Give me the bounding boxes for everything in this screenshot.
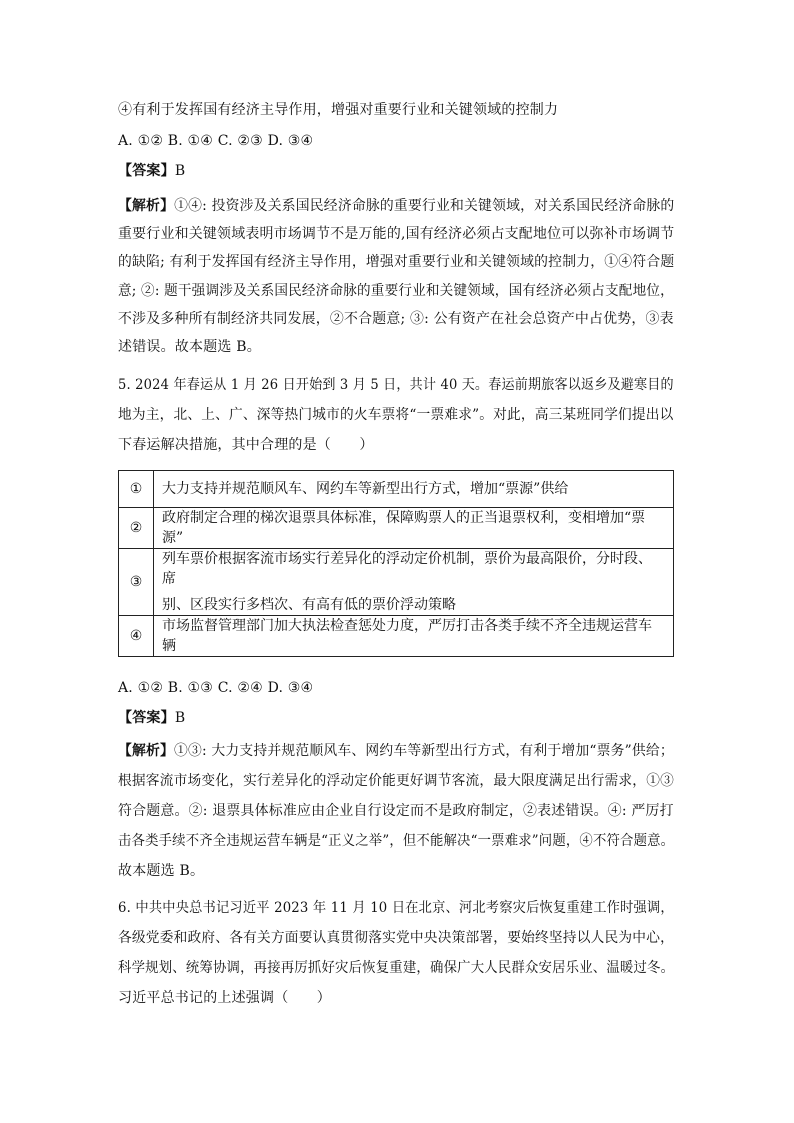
q6-stem-line-4: 习近平总书记的上述强调（ ） <box>118 990 331 1006</box>
option-text-line-2: 别、区段实行多档次、有高有低的票价浮动策略 <box>162 597 456 613</box>
q4-answer-label: 【答案】 <box>118 163 175 179</box>
q4-answer <box>118 161 185 181</box>
q5-answer <box>118 708 185 728</box>
q6-stem-line-3: 科学规划、统筹协调，再接再厉抓好灾后恢复重建，确保广大人民群众安居乐业、温暖过冬。 <box>118 960 675 976</box>
q4-analysis-line-2: 重要行业和关键领域表明市场调节不是万能的,国有经济必须占支配地位可以弥补市场调节 <box>118 226 675 242</box>
q4-choices: A. ①② B. ①④ C. ②③ D. ③④ <box>118 133 314 149</box>
q4-analysis-label: 【解析】 <box>118 198 175 214</box>
option-number: ③ <box>119 549 154 616</box>
q6-stem-line-1: 6. 中共中央总书记习近平 2023 年 11 月 10 日在北京、河北考察灾后恢复重建工作时强调， <box>118 900 674 916</box>
table-row <box>119 471 674 508</box>
q4-analysis-line-3: 的缺陷; 有利于发挥国有经济主导作用，增强对重要行业和关键领域的控制力，①④符合题 <box>118 254 675 270</box>
q4-analysis-line-5: 不涉及多种所有制经济共同发展，②不合题意; ③: 公有资产在社会总资产中占优势，③表 <box>118 311 674 327</box>
option-text <box>154 549 674 616</box>
q4-answer-value: B <box>174 163 186 179</box>
q5-stem-line-2: 地为主，北、上、广、深等热门城市的火车票将“一票难求”。对此，高三某班同学们提出以 <box>118 407 674 423</box>
q4-analysis-text: ①④: 投资涉及关系国民经济命脉的重要行业和关键领域，对关系国民经济命脉的 <box>174 198 675 214</box>
q4-analysis-line-6: 述错误。故本题选 B。 <box>118 339 261 355</box>
table-row <box>119 508 674 549</box>
option-text-line-1: 列车票价根据客流市场实行差异化的浮动定价机制，票价为最高限价，分时段、席 <box>162 551 652 587</box>
q4-analysis-line-1 <box>118 196 674 216</box>
q6-stem-line-2: 各级党委和政府、各有关方面要认真贯彻落实党中央决策部署，要始终坚持以人民为中心， <box>118 930 675 946</box>
q5-analysis-line-4: 击各类手续不齐全违规运营车辆是“正义之举”，但不能解决“一票难求”问题，④不符合题意。 <box>118 833 675 849</box>
q5-answer-label: 【答案】 <box>118 710 175 726</box>
q5-analysis-label: 【解析】 <box>118 743 175 759</box>
q5-analysis-line-5: 故本题选 B。 <box>118 863 205 879</box>
option-text: 政府制定合理的梯次退票具体标准，保障购票人的正当退票权利，变相增加“票源” <box>154 508 674 549</box>
q4-statement-4: ④有利于发挥国有经济主导作用，增强对重要行业和关键领域的控制力 <box>118 102 559 118</box>
q5-choices: A. ①② B. ①③ C. ②④ D. ③④ <box>118 680 314 696</box>
option-number: ① <box>119 471 154 508</box>
q5-analysis-text: ①③: 大力支持并规范顺风车、网约车等新型出行方式，有利于增加“票务”供给； <box>174 743 674 759</box>
table-row <box>119 616 674 657</box>
option-text: 大力支持并规范顺风车、网约车等新型出行方式，增加“票源”供给 <box>154 471 674 508</box>
option-number: ② <box>119 508 154 549</box>
q5-analysis-line-1 <box>118 741 674 761</box>
q4-analysis-line-4: 意; ②: 题干强调涉及关系国民经济命脉的重要行业和关键领域，国有经济必须占支配地位， <box>118 283 674 299</box>
q5-analysis-line-3: 符合题意。②: 退票具体标准应由企业自行设定而不是政府制定，②表述错误。④: 严厉打 <box>118 803 674 819</box>
option-number: ④ <box>119 616 154 657</box>
q5-answer-value: B <box>174 710 186 726</box>
q5-options-table <box>118 470 674 657</box>
q5-stem-line-1: 5. 2024 年春运从 1 月 26 日开始到 3 月 5 日，共计 40 天。春运前期旅客以返乡及避寒目的 <box>118 377 674 393</box>
option-text: 市场监督管理部门加大执法检查惩处力度，严厉打击各类手续不齐全违规运营车辆 <box>154 616 674 657</box>
q5-analysis-line-2: 根据客流市场变化，实行差异化的浮动定价能更好调节客流，最大限度满足出行需求，①③ <box>118 773 675 789</box>
table-row <box>119 549 674 616</box>
q5-stem-line-3: 下春运解决措施，其中合理的是（ ） <box>118 437 374 453</box>
